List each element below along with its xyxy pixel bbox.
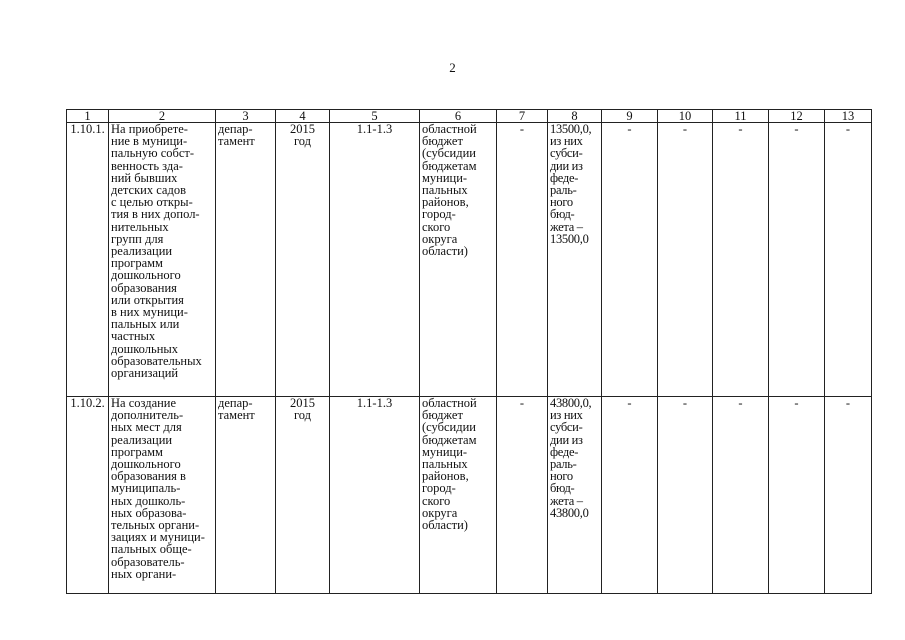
funding-source [420,397,497,594]
text-line: год [293,134,312,149]
text-line: 13500,0, [550,122,592,136]
text-line: из них [550,408,583,423]
column-header-7: 7 [497,110,548,123]
row-number: 1.10.2. [67,397,109,594]
text-line: раль- [550,457,577,472]
column-header-1: 1 [67,110,109,123]
text-line: жета – [550,493,583,508]
col11-value: - [713,397,769,594]
indicator-code: 1.1-1.3 [330,123,420,397]
text-line: образования в [111,469,186,484]
text-line: дии из [550,432,583,447]
text-line: жета – [550,219,583,234]
text-line: бюджетам [422,432,477,447]
header-row [67,110,872,123]
text-line: с целью откры- [111,195,193,210]
text-line: детских садов [111,183,186,198]
col9-value: - [602,397,658,594]
text-line: групп для [111,231,164,246]
text-line: программ [111,444,163,459]
text-line: частных [111,329,156,344]
text-line: районов, [422,469,469,484]
column-header-5: 5 [330,110,420,123]
text-line: районов, [422,195,469,210]
text-line: ного [550,469,573,484]
executor [216,123,276,397]
text-line: нительных [111,219,169,234]
measure-name [109,123,216,397]
text-line: пальных [422,457,468,472]
text-line: пальную собст- [111,146,195,161]
text-line: бюджет [422,408,463,423]
text-line: дошкольного [111,457,181,472]
text-line: тамент [218,408,255,423]
text-line: программ [111,256,163,271]
text-line: образовательных [111,353,202,368]
text-line: реализации [111,432,173,447]
text-line: муници- [422,444,468,459]
text-line: город- [422,207,456,222]
text-line: пальных или [111,317,180,332]
text-line: ного [550,195,573,210]
column-header-4: 4 [276,110,330,123]
text-line: дополнитель- [111,408,184,423]
text-line: ных органи- [111,566,177,581]
text-line: зациях и муници- [111,530,205,545]
col13-value: - [825,123,872,397]
text-line: ского [422,493,451,508]
text-line: реализации [111,244,173,259]
text-line: ского [422,219,451,234]
text-line: областной [422,396,477,410]
measure-name [109,397,216,594]
column-header-13: 13 [825,110,872,123]
text-line: бюд- [550,207,575,222]
text-line: 2015 [290,122,315,136]
text-line: тельных органи- [111,518,200,533]
text-line: пальных обще- [111,542,192,557]
text-line: На приобрете- [111,122,188,136]
page-number: 2 [449,60,456,75]
text-line: бюд- [550,481,575,496]
data-table [66,109,872,594]
text-line: образования [111,280,177,295]
col13-value: - [825,397,872,594]
text-line: в них муници- [111,305,188,320]
text-line: области) [422,518,468,533]
text-line: ных дошколь- [111,493,186,508]
text-line: ных мест для [111,420,182,435]
text-line: 43800,0 [550,505,589,520]
year [276,397,330,594]
table-row [67,123,872,397]
text-line: муниципаль- [111,481,181,496]
text-line: ние в муници- [111,134,188,149]
text-line: депар- [218,396,253,410]
text-line: или открытия [111,292,184,307]
column-header-2: 2 [109,110,216,123]
text-line: области) [422,244,468,259]
text-line: ний бывших [111,170,178,185]
col9-value: - [602,123,658,397]
col11-value: - [713,123,769,397]
text-line: 13500,0 [550,231,589,246]
row-number: 1.10.1. [67,123,109,397]
text-line: дии из [550,158,583,173]
indicator-code: 1.1-1.3 [330,397,420,594]
col10-value: - [658,123,713,397]
text-line: раль- [550,183,577,198]
text-line: дошкольного [111,268,181,283]
col12-value: - [769,123,825,397]
col7-value: - [497,397,548,594]
column-header-3: 3 [216,110,276,123]
col7-value: - [497,123,548,397]
text-line: город- [422,481,456,496]
column-header-9: 9 [602,110,658,123]
text-line: областной [422,122,477,136]
text-line: организаций [111,366,179,381]
text-line: округа [422,231,458,246]
text-line: субси- [550,420,583,435]
col10-value: - [658,397,713,594]
text-line: из них [550,134,583,149]
amount [548,123,602,397]
text-line: феде- [550,170,579,185]
column-header-10: 10 [658,110,713,123]
text-line: бюджетам [422,158,477,173]
column-header-6: 6 [420,110,497,123]
text-line: образователь- [111,554,185,569]
text-line: дошкольных [111,341,179,356]
text-line: 43800,0, [550,396,592,410]
text-line: 2015 [290,396,315,410]
text-line: тамент [218,134,255,149]
text-line: депар- [218,122,253,136]
text-line: бюджет [422,134,463,149]
text-line: пальных [422,183,468,198]
executor [216,397,276,594]
text-line: венность зда- [111,158,183,173]
text-line: (субсидии [422,420,476,435]
text-line: муници- [422,170,468,185]
table-row [67,397,872,594]
col12-value: - [769,397,825,594]
text-line: ных образова- [111,505,187,520]
text-line: На создание [111,396,177,410]
text-line: феде- [550,444,579,459]
text-line: (субсидии [422,146,476,161]
column-header-11: 11 [713,110,769,123]
funding-source [420,123,497,397]
column-header-8: 8 [548,110,602,123]
text-line: год [293,408,312,423]
amount [548,397,602,594]
column-header-12: 12 [769,110,825,123]
text-line: субси- [550,146,583,161]
text-line: округа [422,505,458,520]
year [276,123,330,397]
text-line: тия в них допол- [111,207,200,222]
